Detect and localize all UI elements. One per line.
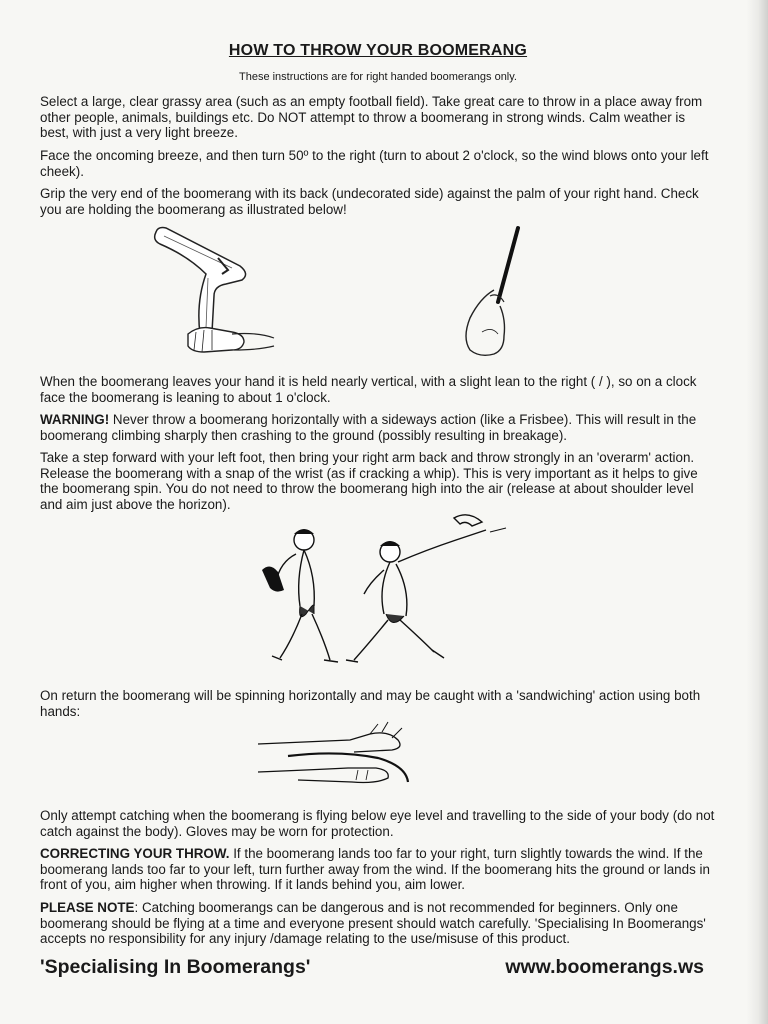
paragraph-catching: On return the boomerang will be spinning horizontally and may be caught with a 'sandwiching' action using both hands:	[40, 688, 701, 719]
warning-label: WARNING!	[40, 412, 110, 427]
paragraph-wind-direction: Face the oncoming breeze, and then turn 50º to the right (turn to about 2 o'clock, so the wind blows onto your left cheek).	[40, 148, 709, 179]
catching-illustration	[258, 720, 428, 792]
page-title: HOW TO THROW YOUR BOOMERANG	[228, 42, 528, 59]
paragraph-throw-technique: Take a step forward with your left foot, then bring your right arm back and throw strongly in an 'overarm' action. Release the boomerang with a snap of the wrist (as if cracking a whip). This is very important as it helps to give the boomerang spin. You do not need to throw the boomerang high into the air (release at about shoulder level and aim just above the horizon).	[40, 450, 698, 512]
paragraph-catch-safety: Only attempt catching when the boomerang is flying below eye level and travelling to the side of your body (do not catch against the body). Gloves may be worn for protection.	[40, 808, 715, 839]
paragraph-release-angle: When the boomerang leaves your hand it is held nearly vertical, with a slight lean to the right ( / ), so on a clock face the boomerang is leaning to about 1 o'clock.	[40, 374, 697, 405]
page-subtitle: These instructions are for right handed boomerangs only.	[238, 71, 517, 83]
correcting-text: If the boomerang lands too far to your right, turn slightly towards the wind. If the boomerang lands too far to your left, turn further away from the wind. If the boomerang hits the ground or lands in front of you, aim higher when throwing. If it lands behind you, aim lower.	[40, 846, 710, 892]
scan-edge-shadow	[746, 0, 768, 1024]
paragraph-please-note	[40, 900, 716, 947]
grip-illustration	[148, 222, 288, 362]
grip-side-view-illustration	[452, 222, 532, 362]
footer-website: www.boomerangs.ws	[505, 956, 704, 978]
footer-brand: 'Specialising In Boomerangs'	[40, 956, 311, 978]
correcting-label: CORRECTING YOUR THROW.	[40, 846, 230, 861]
warning-text: Never throw a boomerang horizontally with a sideways action (like a Frisbee). This will result in the boomerang climbing sharply then crashing to the ground (possibly resulting in breakage).	[40, 412, 697, 443]
please-note-label: PLEASE NOTE	[40, 900, 135, 915]
thrower-illustration	[258, 510, 508, 675]
paragraph-grip: Grip the very end of the boomerang with its back (undecorated side) against the palm of your right hand. Check you are holding the boomerang as illustrated below!	[40, 186, 699, 217]
paragraph-warning	[40, 412, 716, 443]
please-note-text: : Catching boomerangs can be dangerous and is not recommended for beginners. Only one boomerang should be flying at a time and everyone present should watch carefully. 'Specialising In Boomerangs' accepts no responsibility for any injury /damage relating to the use/misuse of this product.	[40, 900, 706, 946]
paragraph-location: Select a large, clear grassy area (such as an empty football field). Take great care to throw in a place away from other people, animals, buildings etc. Do NOT attempt to throw a boomerang in strong winds. Calm weather is best, with just a very light breeze.	[40, 94, 703, 140]
paragraph-correcting-throw	[40, 846, 716, 893]
